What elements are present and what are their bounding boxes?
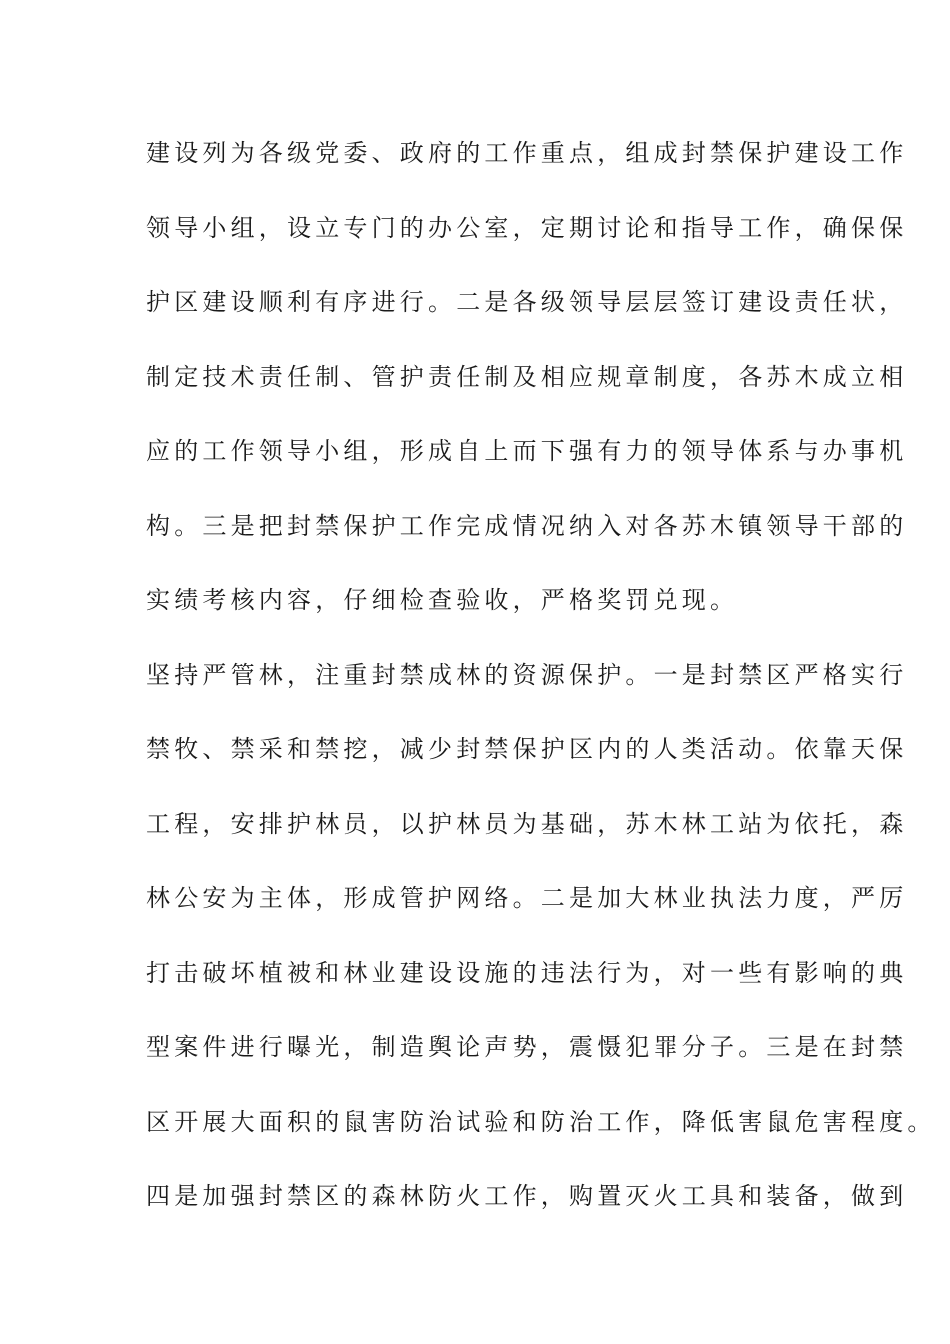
text-line: 领导小组，设立专门的办公室，定期讨论和指导工作，确保保 (146, 213, 908, 242)
text-line: 工程，安排护林员，以护林员为基础，苏木林工站为依托，森 (146, 809, 908, 838)
text-line: 型案件进行曝光，制造舆论声势，震慑犯罪分子。三是在封禁 (146, 1033, 908, 1061)
body-text (146, 131, 936, 1249)
text-line: 四是加强封禁区的森林防火工作，购置灭火工具和装备，做到 (146, 1182, 908, 1210)
text-line: 实绩考核内容，仔细检查验收，严格奖罚兑现。 (146, 586, 739, 614)
text-line: 制定技术责任制、管护责任制及相应规章制度，各苏木成立相 (146, 362, 908, 391)
text-line: 禁牧、禁采和禁挖，减少封禁保护区内的人类活动。依靠天保 (146, 735, 908, 763)
text-line: 应的工作领导小组，形成自上而下强有力的领导体系与办事机 (146, 437, 908, 465)
text-line: 林公安为主体，形成管护网络。二是加大林业执法力度，严厉 (146, 884, 908, 912)
text-line: 建设列为各级党委、政府的工作重点，组成封禁保护建设工作 (146, 139, 908, 167)
text-line: 区开展大面积的鼠害防治试验和防治工作，降低害鼠危害程度。 (146, 1107, 936, 1136)
text-line: 坚持严管林，注重封禁成林的资源保护。一是封禁区严格实行 (146, 660, 908, 689)
text-line: 护区建设顺利有序进行。二是各级领导层层签订建设责任状， (146, 288, 908, 316)
text-line: 打击破坏植被和林业建设设施的违法行为，对一些有影响的典 (146, 958, 908, 987)
text-line: 构。三是把封禁保护工作完成情况纳入对各苏木镇领导干部的 (146, 511, 908, 540)
